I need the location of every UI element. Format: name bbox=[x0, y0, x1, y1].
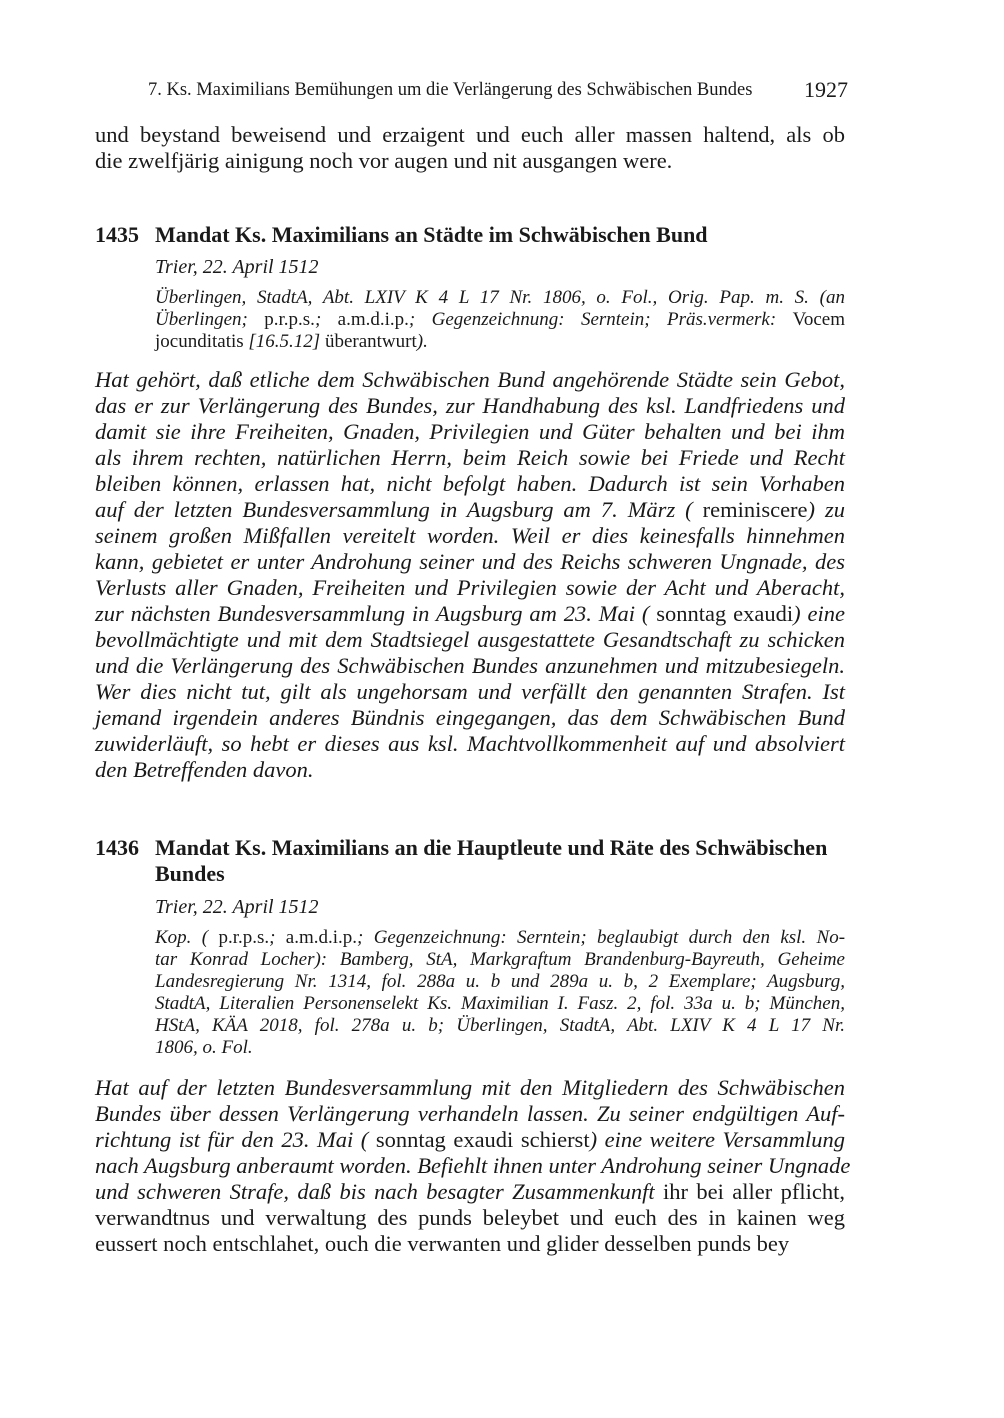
entry-number: 1435 bbox=[95, 222, 139, 247]
text-segment: den Betreffenden davon. bbox=[95, 757, 314, 782]
text-segment: HStA, KÄA 2018, fol. 278a u. b; Überlingen, StadtA, Abt. LXIV K 4 L 17 Nr. bbox=[155, 1015, 845, 1036]
entry-date: Trier, 22. April 1512 bbox=[155, 896, 319, 918]
text-line bbox=[155, 331, 845, 353]
text-segment: zur nächsten Bundesversammlung in Augsburg am 23. Mai ( bbox=[95, 601, 657, 626]
text-line bbox=[95, 1179, 845, 1205]
entry-title-line: Mandat Ks. Maximilians an die Hauptleute und Räte des Schwäbischen bbox=[155, 835, 828, 860]
text-line bbox=[155, 927, 845, 949]
text-segment: Wer dies nicht tut, gilt als ungehorsam und verfällt den genannten Strafen. Ist bbox=[95, 679, 845, 704]
text-segment: richtung ist für den 23. Mai ( bbox=[95, 1127, 376, 1152]
text-line bbox=[95, 1231, 845, 1257]
text-segment: Bundes über dessen Verlängerung verhandeln lassen. Zu seiner endgültigen Auf- bbox=[95, 1101, 845, 1126]
intro-text bbox=[95, 122, 845, 174]
text-segment: ; Gegenzeichnung: Serntein; Präs.vermerk: bbox=[408, 309, 793, 330]
text-line bbox=[95, 549, 845, 575]
text-segment: a.m.d.i.p. bbox=[285, 927, 358, 948]
text-segment: ) zu bbox=[807, 497, 845, 522]
text-line bbox=[95, 1075, 845, 1101]
text-line bbox=[95, 679, 845, 705]
text-line bbox=[95, 705, 845, 731]
text-line bbox=[155, 993, 845, 1015]
text-segment: und schweren Strafe, daß bis nach besagter Zusammenkunft bbox=[95, 1179, 664, 1204]
text-line bbox=[95, 601, 845, 627]
regest-text bbox=[95, 1075, 851, 1257]
text-segment: p.r.p.s. bbox=[264, 309, 315, 330]
text-line bbox=[155, 971, 845, 993]
text-segment: reminiscere bbox=[702, 497, 808, 522]
text-segment: die zwelfjärig ainigung noch vor augen und nit ausgangen were. bbox=[95, 148, 673, 173]
text-segment: ; Gegenzeichnung: Serntein; beglaubigt durch den ksl. No- bbox=[357, 927, 846, 948]
text-segment: eussert noch entschlahet, ouch die verwanten und glider desselben punds bey bbox=[95, 1231, 790, 1256]
text-segment: ; bbox=[314, 309, 338, 330]
text-segment: Hat gehört, daß etliche dem Schwäbischen Bund angehörende Städte sein Gebot, bbox=[95, 367, 845, 392]
text-segment: das er zur Verlängerung des Bundes, zur Handhabung des ksl. Landfriedens und bbox=[95, 393, 845, 418]
entry-title-line: Bundes bbox=[155, 861, 225, 886]
text-line bbox=[95, 653, 845, 679]
text-line bbox=[95, 1101, 845, 1127]
text-segment: ihr bei aller pflicht, bbox=[663, 1179, 845, 1204]
entry-number: 1436 bbox=[95, 835, 139, 860]
text-segment: bevollmächtigte und mit dem Stadtsiegel ausgestattete Gesandtschaft zu schicken bbox=[95, 627, 845, 652]
text-line bbox=[95, 1153, 851, 1179]
text-line bbox=[95, 497, 845, 523]
text-line bbox=[95, 627, 845, 653]
text-line bbox=[155, 287, 845, 309]
text-segment: Überlingen, StadtA, Abt. LXIV K 4 L 17 Nr. 1806, o. Fol., Orig. Pap. m. S. (an bbox=[155, 287, 845, 308]
text-segment: bleiben können, erlassen hat, nicht befolgt haben. Dadurch ist sein Vorhaben bbox=[95, 471, 845, 496]
text-line bbox=[155, 1015, 845, 1037]
text-segment: auf der letzten Bundesversammlung in Augsburg am 7. März ( bbox=[95, 497, 703, 522]
text-segment: kann, gebietet er unter Androhung seiner und des Reichs schweren Ungnade, des bbox=[95, 549, 845, 574]
text-line bbox=[95, 757, 845, 783]
text-line bbox=[95, 731, 845, 757]
text-line bbox=[95, 1205, 845, 1231]
text-segment: jemand irgendein anderes Bündnis eingegangen, das dem Schwäbischen Bund bbox=[95, 705, 845, 730]
text-line bbox=[95, 471, 845, 497]
text-segment: seinem großen Mißfallen vereitelt worden. Weil er dies keinesfalls hinnehmen bbox=[95, 523, 845, 548]
archival-notes bbox=[155, 927, 845, 1059]
text-segment: Kop. ( bbox=[155, 927, 219, 948]
text-segment: jocunditatis bbox=[155, 331, 249, 352]
text-segment: sonntag exaudi bbox=[656, 601, 794, 626]
text-segment: ) eine bbox=[793, 601, 846, 626]
text-segment: p.r.p.s. bbox=[218, 927, 270, 948]
text-segment: zuwiderläuft, so hebt er dieses aus ksl. Machtvollkommenheit auf und absolviert bbox=[95, 731, 845, 756]
text-line bbox=[155, 309, 845, 331]
text-segment: ) eine weitere Versammlung bbox=[589, 1127, 846, 1152]
text-line bbox=[155, 1037, 845, 1059]
text-line bbox=[95, 367, 845, 393]
text-segment: und beystand beweisend und erzaigent und euch aller massen haltend, als ob bbox=[95, 122, 845, 147]
text-segment: Hat auf der letzten Bundesversammlung mit den Mitgliedern des Schwäbischen bbox=[95, 1075, 845, 1100]
text-segment: sonntag exaudi schierst bbox=[375, 1127, 590, 1152]
text-line bbox=[155, 949, 845, 971]
text-segment: tar Konrad Locher): Bamberg, StA, Markgraftum Brandenburg-Bayreuth, Geheime bbox=[155, 949, 845, 970]
text-segment: a.m.d.i.p. bbox=[337, 309, 409, 330]
text-segment: als ihrem rechten, natürlichen Herrn, beim Reich sowie bei Friede und Recht bbox=[95, 445, 845, 470]
running-title: 7. Ks. Maximilians Bemühungen um die Verlängerung des Schwäbischen Bundes bbox=[148, 80, 753, 100]
archival-notes bbox=[155, 287, 845, 353]
entry-date: Trier, 22. April 1512 bbox=[155, 256, 319, 278]
text-segment: Vocem bbox=[792, 309, 845, 330]
entry-title: Mandat Ks. Maximilians an Städte im Schwäbischen Bund bbox=[155, 222, 708, 247]
text-line bbox=[95, 445, 845, 471]
regest-text bbox=[95, 367, 845, 783]
text-segment: ; bbox=[269, 927, 286, 948]
text-segment: nach Augsburg anberaumt worden. Befiehlt ihnen unter Androhung seiner Ungnade bbox=[95, 1153, 851, 1178]
text-segment: [16.5.12] bbox=[248, 331, 325, 352]
text-segment: überantwurt bbox=[324, 331, 417, 352]
page-number: 1927 bbox=[804, 77, 848, 102]
text-segment: damit sie ihre Freiheiten, Gnaden, Privilegien und Güter behalten und bei ihm bbox=[95, 419, 845, 444]
text-line bbox=[95, 523, 845, 549]
text-segment: 1806, o. Fol. bbox=[155, 1037, 253, 1058]
text-line bbox=[95, 575, 845, 601]
text-line bbox=[95, 1127, 845, 1153]
text-line bbox=[95, 419, 845, 445]
text-line bbox=[95, 122, 845, 148]
text-segment: verwandtnus und verwaltung des punds beleybet und euch des in kainen weg bbox=[95, 1205, 845, 1230]
text-segment: und die Verlängerung des Schwäbischen Bundes anzunehmen und mitzubesiegeln. bbox=[95, 653, 845, 678]
running-header bbox=[148, 77, 848, 102]
text-line bbox=[95, 148, 845, 174]
text-segment: StadtA, Literalien Personenselekt Ks. Maximilian I. Fasz. 2, fol. 33a u. b; München, bbox=[155, 993, 845, 1014]
entry-heading-1436 bbox=[95, 835, 855, 887]
text-line bbox=[95, 393, 845, 419]
text-segment: Verlusts aller Gnaden, Freiheiten und Privilegien sowie der Acht und Aberacht, bbox=[95, 575, 845, 600]
text-segment: ). bbox=[416, 331, 428, 352]
text-segment: Überlingen; bbox=[155, 309, 265, 330]
text-segment: Landesregierung Nr. 1314, fol. 288a u. b und 289a u. b, 2 Exemplare; Augsburg, bbox=[155, 971, 845, 992]
entry-heading-1435 bbox=[95, 222, 855, 248]
